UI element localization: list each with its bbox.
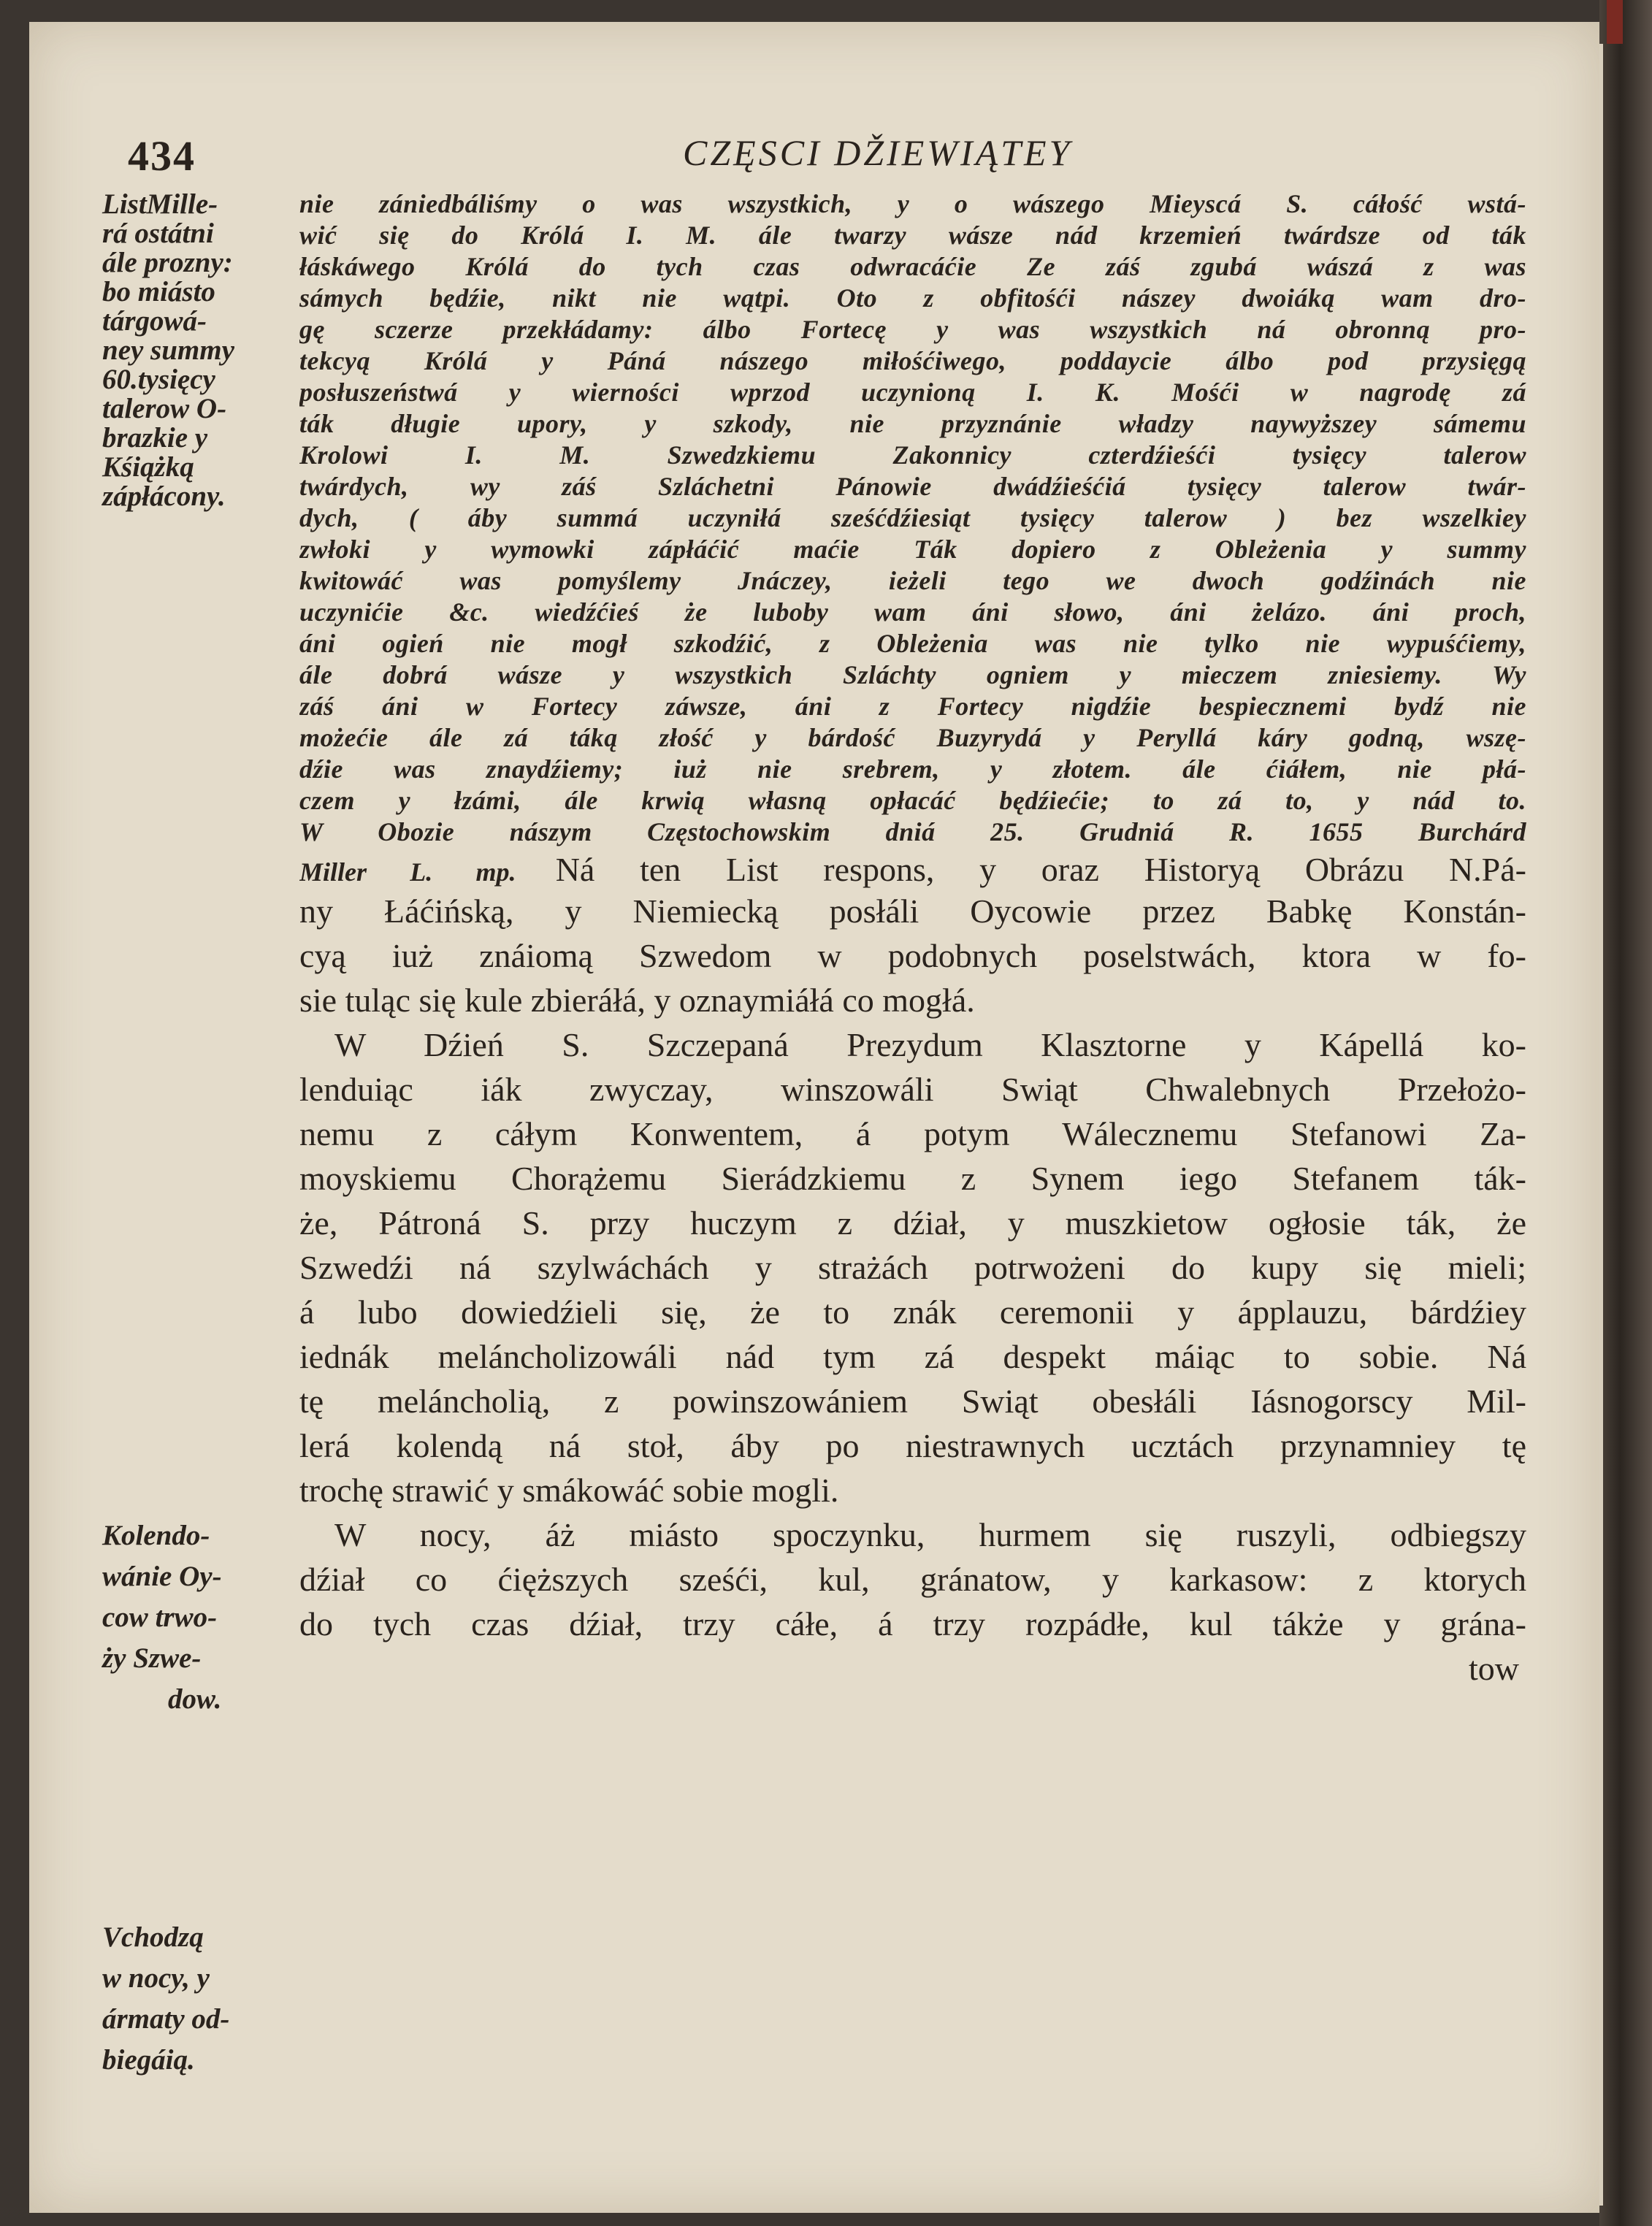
main-text: [299, 188, 1526, 1691]
page-header: [128, 131, 1515, 190]
text-line: lerá kolendą ná stoł, áby po niestrawnych ucztách przynamniey tę: [299, 1427, 1526, 1464]
text-line: ále dobrá wásze y wszystkich Szláchty ogniem y mieczem zniesiemy. Wy: [299, 660, 1526, 689]
text-line: tę meláncholią, z powinszowániem Swiąt obesłáli Iásnogorscy Mil-: [299, 1382, 1526, 1420]
margin-line: ále prozny:: [102, 247, 233, 278]
letter-text: [299, 188, 1526, 848]
margin-line: biegáią.: [102, 2044, 195, 2076]
text-line: tekcyą Królá y Páná nászego miłośćiwego, poddaycie álbo pod przysięgą: [299, 346, 1526, 375]
margin-line: Kolendo-: [102, 1520, 210, 1551]
margin-line: ármaty od-: [102, 2003, 230, 2035]
text-line: záś áni w Fortecy záwsze, áni z Fortecy nigdźie bespiecznemi bydź nie: [299, 692, 1526, 721]
margin-line: ży Szwe-: [102, 1642, 202, 1674]
text-line: kwitowáć was pomyślemy Jnáczey, ieżeli tego we dwoch godźinách nie: [299, 566, 1526, 595]
text-line: dźie was znaydźiemy; iuż nie srebrem, y złotem. ále ćiáłem, nie płá-: [299, 754, 1526, 784]
response-start: Ná ten List respons, y oraz Historyą Obrázu N.Pá-: [555, 851, 1526, 888]
text-line: lenduiąc iák zwyczay, winszowáli Swiąt Chwalebnych Przełożo-: [299, 1071, 1526, 1108]
text-line: ny Łáćińską, y Niemiecką posłáli Oycowie przez Babkę Konstán-: [299, 892, 1526, 930]
text-line: W Obozie nászym Częstochowskim dniá 25. Grudniá R. 1655 Burchárd: [299, 817, 1526, 846]
text-line: że, Pátroná S. przy huczym z dźiał, y muszkietow ogłosie ták, że: [299, 1204, 1526, 1242]
margin-line: tárgowá-: [102, 305, 207, 337]
margin-line: brazkie y: [102, 422, 208, 454]
margin-note-vchodza: [102, 1917, 307, 2081]
text-line: posłuszeństwá y wierności wprzod uczynioną I. K. Mośći w nagrodę zá: [299, 378, 1526, 407]
margin-line: dow.: [168, 1683, 222, 1715]
page-number: 434: [128, 132, 196, 180]
text-line: iednák meláncholizowáli nád tym zá despekt máiąc to sobie. Ná: [299, 1338, 1526, 1375]
margin-line: ney summy: [102, 334, 234, 366]
text-line: moyskiemu Chorążemu Sierádzkiemu z Synem iego Stefanem ták-: [299, 1160, 1526, 1197]
margin-line: cow trwo-: [102, 1602, 218, 1633]
text-line: Szwedźi ná szylwáchách y strażách potrwożeni do kupy się mieli;: [299, 1249, 1526, 1286]
text-line: sámych będźie, nikt nie wątpi. Oto z obfitośći nászey dwoiáką wam dro-: [299, 283, 1526, 313]
catchword: tow: [1469, 1650, 1519, 1687]
text-line: cyą iuż znáiomą Szwedom w podobnych poselstwách, ktora w fo-: [299, 937, 1526, 974]
margin-line: w nocy, y: [102, 1962, 210, 1994]
margin-line: rá ostátni: [102, 218, 214, 249]
text-line: wić się do Królá I. M. ále twarzy wásze nád krzemień twárdsze od ták: [299, 221, 1526, 250]
margin-line: ListMille-: [102, 188, 218, 220]
text-line: czem y łzámi, ále krwią własną opłacáć będźiećie; to zá to, y nád to.: [299, 786, 1526, 815]
narrative-text: [299, 889, 1526, 1691]
margin-note-letter: [102, 190, 307, 511]
margin-line: Vchodzą: [102, 1921, 204, 1953]
margin-line: wánie Oy-: [102, 1561, 222, 1592]
text-line: W Dźień S. Szczepaná Prezydum Klasztorne y Kápellá ko-: [334, 1026, 1526, 1063]
margin-line: talerow O-: [102, 393, 227, 424]
text-line: możećie ále zá táką złość y bárdość Buzyrydá y Peryllá káry godną, wszę-: [299, 723, 1526, 752]
margin-line: Kśiążką: [102, 451, 194, 483]
text-line: gę sczerze przekłádamy: álbo Fortecę y was wszystkich ná obronną pro-: [299, 315, 1526, 344]
text-line: zwłoki y wymowki zápłáćić maćie Ták dopiero z Obleżenia y summy: [299, 535, 1526, 564]
text-line: twárdych, wy záś Szláchetni Pánowie dwádźieśćiá tysięcy talerow twár-: [299, 472, 1526, 501]
text-line: sie tuląc się kule zbieráłá, y oznaymiáłá co mogłá.: [299, 982, 975, 1019]
running-head: CZĘSCI DŽIEWIĄTEY: [683, 132, 1073, 173]
text-line: trochę strawić y smákowáć sobie mogli.: [299, 1472, 839, 1509]
text-line: ták długie upory, y szkody, nie przyznánie władzy naywyższey sámemu: [299, 409, 1526, 438]
margin-line: bo miásto: [102, 276, 215, 307]
text-line: dych, ( áby summá uczyniłá sześćdźiesiąt tysięcy talerow ) bez wszelkiey: [299, 503, 1526, 532]
text-line: nie zániedbáliśmy o was wszystkich, y o wászego Mieyscá S. cáłość wstá-: [299, 189, 1526, 218]
text-line: nemu z cáłym Konwentem, á potym Wálecznemu Stefanowi Za-: [299, 1115, 1526, 1152]
text-line: Krolowi I. M. Szwedzkiemu Zakonnicy czterdźieśći tysięcy talerow: [299, 440, 1526, 470]
text-line: uczynićie &c. wiedźćieś że luboby wam áni słowo, áni żelázo. áni proch,: [299, 597, 1526, 627]
text-line: á lubo dowiedźieli się, że to znák ceremonii y ápplauzu, bárdźiey: [299, 1293, 1526, 1331]
text-line: łáskáwego Królá do tych czas odwracáćie Ze záś zgubá wászá z was: [299, 252, 1526, 281]
margin-note-kolenda: [102, 1515, 307, 1720]
text-line: W nocy, áż miásto spoczynku, hurmem się ruszyli, odbiegszy: [334, 1516, 1526, 1553]
book-spine: [1599, 0, 1652, 2226]
text-line: dźiał co ćięższych sześći, kul, gránatow, y karkasow: z ktorych: [299, 1561, 1526, 1598]
margin-line: zápłácony.: [102, 481, 226, 512]
text-line: do tych czas dźiał, trzy cáłe, á trzy rozpádłe, kul tákże y grána-: [299, 1605, 1526, 1642]
signature: Miller L. mp.: [299, 857, 516, 887]
margin-line: 60.tysięcy: [102, 364, 215, 395]
signature-line: [299, 851, 1526, 889]
text-line: áni ogień nie mogł szkodźić, z Obleżenia was nie tylko nie wypuśćiemy,: [299, 629, 1526, 658]
bookmark-ribbon: [1607, 0, 1623, 44]
